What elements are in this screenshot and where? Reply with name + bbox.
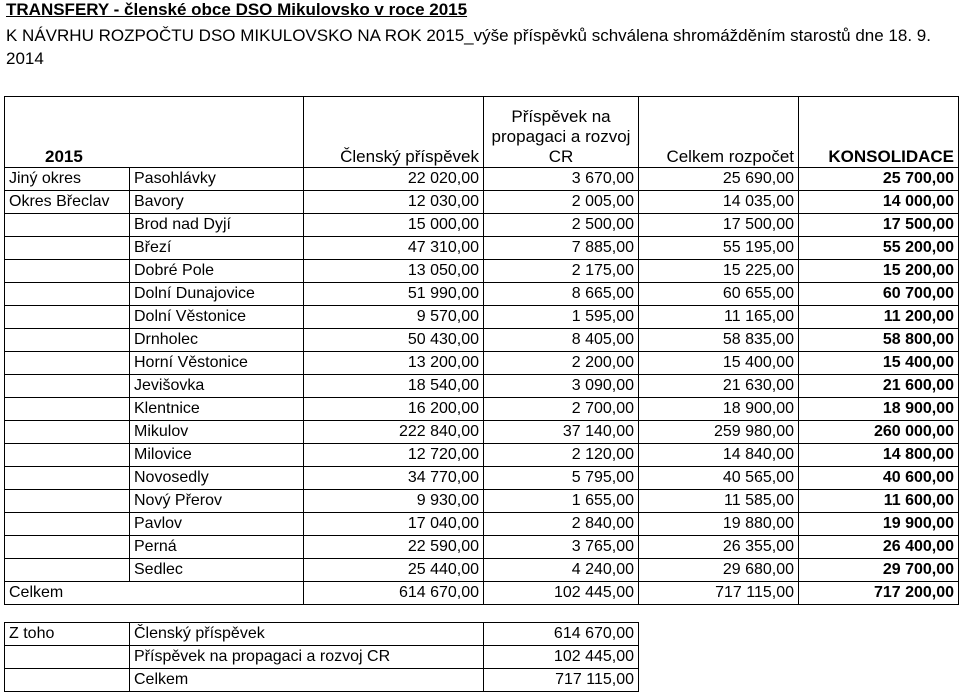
row-member-contribution: 17 040,00 [304,513,484,536]
row-municipality: Dobré Pole [130,260,304,283]
row-group [5,352,130,375]
row-consolidation: 11 200,00 [799,306,959,329]
summary-item-value: 717 115,00 [484,669,639,692]
row-municipality: Mikulov [130,421,304,444]
row-member-contribution: 22 590,00 [304,536,484,559]
table-row [5,168,959,191]
row-member-contribution: 15 000,00 [304,214,484,237]
header-consolidation: KONSOLIDACE [799,97,959,168]
row-group [5,398,130,421]
summary-row [5,623,639,646]
table-row [5,191,959,214]
header-promo-contribution: Příspěvek na propagaci a rozvoj CR [484,97,639,168]
row-consolidation: 58 800,00 [799,329,959,352]
row-total-budget: 11 165,00 [639,306,799,329]
row-promo-contribution: 2 200,00 [484,352,639,375]
row-municipality: Milovice [130,444,304,467]
row-promo-contribution: 7 885,00 [484,237,639,260]
row-group [5,467,130,490]
page-title: TRANSFERY - členské obce DSO Mikulovsko v roce 2015 [6,0,468,19]
summary-row [5,646,639,669]
summary-item-value: 102 445,00 [484,646,639,669]
summary-item-name: Členský příspěvek [130,623,484,646]
header-total-budget: Celkem rozpočet [639,97,799,168]
row-group [5,329,130,352]
table-row [5,421,959,444]
row-consolidation: 14 800,00 [799,444,959,467]
row-member-contribution: 18 540,00 [304,375,484,398]
total-consolidation: 717 200,00 [799,582,959,605]
row-promo-contribution: 2 500,00 [484,214,639,237]
row-total-budget: 11 585,00 [639,490,799,513]
row-promo-contribution: 2 175,00 [484,260,639,283]
row-group: Okres Břeclav [5,191,130,214]
row-total-budget: 18 900,00 [639,398,799,421]
row-municipality: Bavory [130,191,304,214]
row-municipality: Brod nad Dyjí [130,214,304,237]
row-group [5,536,130,559]
row-member-contribution: 13 200,00 [304,352,484,375]
row-consolidation: 11 600,00 [799,490,959,513]
row-consolidation: 21 600,00 [799,375,959,398]
summary-item-value: 614 670,00 [484,623,639,646]
summary-label [5,646,130,669]
summary-item-name: Celkem [130,669,484,692]
header-year: 2015 [5,97,304,168]
row-promo-contribution: 37 140,00 [484,421,639,444]
row-promo-contribution: 3 765,00 [484,536,639,559]
row-group [5,283,130,306]
table-row [5,375,959,398]
row-member-contribution: 50 430,00 [304,329,484,352]
row-member-contribution: 13 050,00 [304,260,484,283]
row-promo-contribution: 3 090,00 [484,375,639,398]
row-municipality: Novosedly [130,467,304,490]
table-row [5,513,959,536]
row-promo-contribution: 8 405,00 [484,329,639,352]
table-header-row [5,97,959,168]
table-row [5,536,959,559]
row-consolidation: 26 400,00 [799,536,959,559]
row-promo-contribution: 2 700,00 [484,398,639,421]
table-row [5,467,959,490]
row-promo-contribution: 2 120,00 [484,444,639,467]
row-consolidation: 15 400,00 [799,352,959,375]
row-municipality: Dolní Dunajovice [130,283,304,306]
row-member-contribution: 12 720,00 [304,444,484,467]
row-municipality: Horní Věstonice [130,352,304,375]
row-total-budget: 29 680,00 [639,559,799,582]
row-promo-contribution: 2 840,00 [484,513,639,536]
row-group [5,375,130,398]
row-consolidation: 55 200,00 [799,237,959,260]
row-group [5,237,130,260]
total-member-contribution: 614 670,00 [304,582,484,605]
table-row [5,444,959,467]
row-municipality: Pavlov [130,513,304,536]
table-row [5,559,959,582]
row-member-contribution: 16 200,00 [304,398,484,421]
table-row [5,237,959,260]
row-total-budget: 26 355,00 [639,536,799,559]
row-consolidation: 18 900,00 [799,398,959,421]
header-member-contribution: Členský příspěvek [304,97,484,168]
row-total-budget: 15 400,00 [639,352,799,375]
table-row [5,306,959,329]
summary-item-name: Příspěvek na propagaci a rozvoj CR [130,646,484,669]
row-total-budget: 58 835,00 [639,329,799,352]
row-total-budget: 15 225,00 [639,260,799,283]
table-row [5,398,959,421]
table-row [5,214,959,237]
row-municipality: Pasohlávky [130,168,304,191]
table-row [5,329,959,352]
row-member-contribution: 25 440,00 [304,559,484,582]
row-promo-contribution: 3 670,00 [484,168,639,191]
page-subtitle: K NÁVRHU ROZPOČTU DSO MIKULOVSKO NA ROK 2015_výše příspěvků schválena shromážděním starostů dne 18. 9. 2014 [6,26,931,68]
row-group [5,260,130,283]
row-total-budget: 14 840,00 [639,444,799,467]
row-member-contribution: 12 030,00 [304,191,484,214]
row-total-budget: 60 655,00 [639,283,799,306]
row-consolidation: 14 000,00 [799,191,959,214]
row-group [5,490,130,513]
row-promo-contribution: 5 795,00 [484,467,639,490]
table-row [5,283,959,306]
row-member-contribution: 51 990,00 [304,283,484,306]
row-total-budget: 25 690,00 [639,168,799,191]
row-group [5,444,130,467]
row-municipality: Klentnice [130,398,304,421]
row-promo-contribution: 4 240,00 [484,559,639,582]
row-group [5,421,130,444]
table-row [5,260,959,283]
row-consolidation: 25 700,00 [799,168,959,191]
row-consolidation: 260 000,00 [799,421,959,444]
transfers-table [4,96,959,605]
row-member-contribution: 9 930,00 [304,490,484,513]
row-consolidation: 15 200,00 [799,260,959,283]
table-row [5,352,959,375]
row-total-budget: 21 630,00 [639,375,799,398]
total-total-budget: 717 115,00 [639,582,799,605]
summary-label [5,669,130,692]
total-row [5,582,959,605]
row-promo-contribution: 2 005,00 [484,191,639,214]
row-municipality: Drnholec [130,329,304,352]
row-group [5,214,130,237]
row-promo-contribution: 1 595,00 [484,306,639,329]
row-promo-contribution: 1 655,00 [484,490,639,513]
row-total-budget: 19 880,00 [639,513,799,536]
row-member-contribution: 222 840,00 [304,421,484,444]
summary-label: Z toho [5,623,130,646]
table-row [5,490,959,513]
row-member-contribution: 9 570,00 [304,306,484,329]
row-group: Jiný okres [5,168,130,191]
row-group [5,306,130,329]
row-consolidation: 60 700,00 [799,283,959,306]
row-total-budget: 17 500,00 [639,214,799,237]
summary-row [5,669,639,692]
row-municipality: Nový Přerov [130,490,304,513]
row-municipality: Březí [130,237,304,260]
row-consolidation: 17 500,00 [799,214,959,237]
row-total-budget: 55 195,00 [639,237,799,260]
row-consolidation: 40 600,00 [799,467,959,490]
total-promo-contribution: 102 445,00 [484,582,639,605]
total-label: Celkem [5,582,304,605]
row-group [5,513,130,536]
row-municipality: Perná [130,536,304,559]
row-total-budget: 14 035,00 [639,191,799,214]
row-member-contribution: 34 770,00 [304,467,484,490]
summary-table [4,622,639,692]
row-consolidation: 29 700,00 [799,559,959,582]
row-member-contribution: 47 310,00 [304,237,484,260]
row-promo-contribution: 8 665,00 [484,283,639,306]
row-group [5,559,130,582]
row-total-budget: 40 565,00 [639,467,799,490]
row-municipality: Sedlec [130,559,304,582]
row-municipality: Jevišovka [130,375,304,398]
row-member-contribution: 22 020,00 [304,168,484,191]
row-consolidation: 19 900,00 [799,513,959,536]
row-total-budget: 259 980,00 [639,421,799,444]
row-municipality: Dolní Věstonice [130,306,304,329]
